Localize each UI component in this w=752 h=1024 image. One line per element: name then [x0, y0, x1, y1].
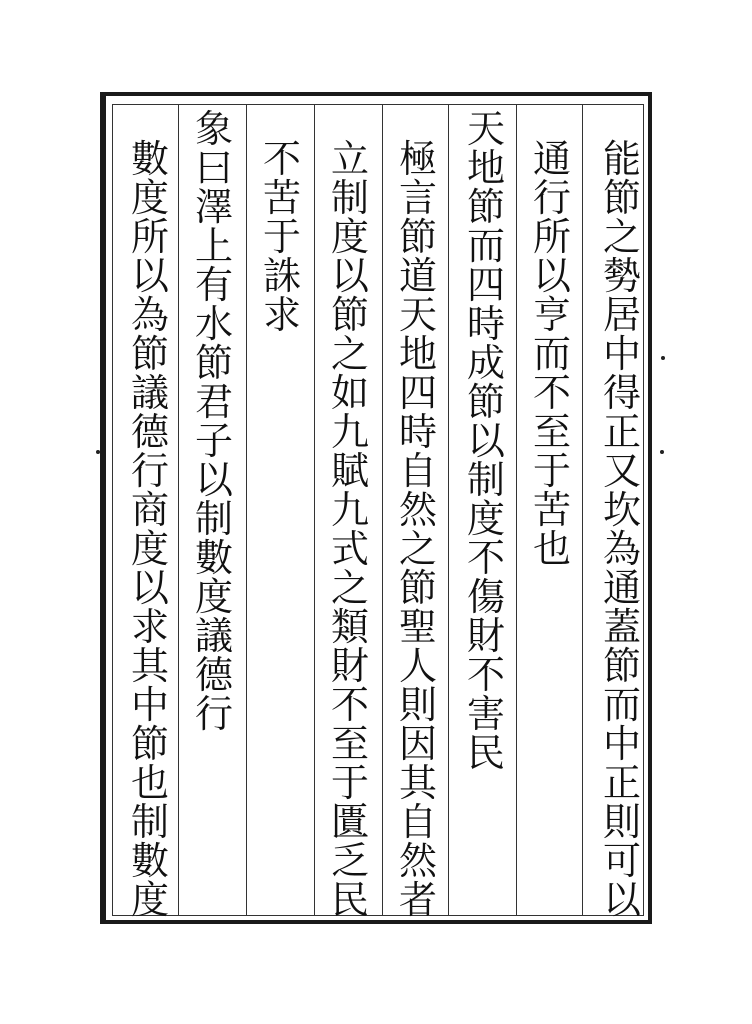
character: 民: [330, 878, 369, 922]
character: 不: [262, 137, 301, 181]
character: 又: [602, 449, 641, 493]
character: 至: [532, 410, 571, 454]
character: 節: [130, 722, 169, 766]
character: 時: [466, 302, 505, 346]
character: 自: [398, 800, 437, 844]
character: 不: [532, 371, 571, 415]
character: 財: [466, 614, 505, 658]
character: 中: [602, 722, 641, 766]
character: 則: [398, 683, 437, 727]
character: 以: [466, 419, 505, 463]
character: 水: [194, 302, 233, 346]
column-rule: [448, 104, 449, 916]
column-rule: [178, 104, 179, 916]
text-column: [188, 107, 240, 736]
character: 制: [466, 458, 505, 502]
character: 至: [330, 722, 369, 766]
margin-mark: [96, 450, 100, 454]
character: 也: [130, 761, 169, 805]
character: 中: [130, 683, 169, 727]
character: 行: [130, 449, 169, 493]
character: 商: [130, 488, 169, 532]
character: 苦: [532, 488, 571, 532]
character: 地: [466, 146, 505, 190]
character: 為: [602, 527, 641, 571]
character: 求: [262, 293, 301, 337]
character: 其: [398, 761, 437, 805]
character: 勢: [602, 254, 641, 298]
margin-mark: [661, 356, 665, 360]
character: 制: [194, 497, 233, 541]
character: 地: [398, 332, 437, 376]
character: 上: [194, 224, 233, 268]
character: 行: [194, 692, 233, 736]
character: 度: [330, 215, 369, 259]
character: 可: [602, 839, 641, 883]
character: 正: [602, 410, 641, 454]
character: 曰: [194, 146, 233, 190]
character: 道: [398, 254, 437, 298]
character: 害: [466, 692, 505, 736]
character: 德: [130, 410, 169, 454]
character: 不: [466, 536, 505, 580]
character: 中: [602, 332, 641, 376]
character: 坎: [602, 488, 641, 532]
character: 以: [602, 878, 641, 922]
character: 德: [194, 653, 233, 697]
character: 有: [194, 263, 233, 307]
column-rule: [382, 104, 383, 916]
character: 子: [194, 419, 233, 463]
character: 苦: [262, 176, 301, 220]
character: 數: [194, 536, 233, 580]
character: 立: [330, 137, 369, 181]
character: 澤: [194, 185, 233, 229]
character: 式: [330, 527, 369, 571]
character: 聖: [398, 605, 437, 649]
text-column: [324, 137, 376, 922]
character: 度: [130, 878, 169, 922]
character: 節: [466, 380, 505, 424]
character: 時: [398, 410, 437, 454]
character: 而: [532, 332, 571, 376]
margin-mark: [660, 450, 664, 454]
character: 節: [330, 293, 369, 337]
character: 所: [130, 215, 169, 259]
character: 言: [398, 176, 437, 220]
character: 之: [602, 215, 641, 259]
character: 天: [398, 293, 437, 337]
character: 能: [602, 137, 641, 181]
character: 節: [602, 176, 641, 220]
character: 天: [466, 107, 505, 151]
column-rule: [314, 104, 315, 916]
character: 議: [130, 371, 169, 415]
character: 四: [398, 371, 437, 415]
character: 也: [532, 527, 571, 571]
text-column: [256, 137, 308, 337]
character: 九: [330, 410, 369, 454]
character: 行: [532, 176, 571, 220]
character: 亨: [532, 293, 571, 337]
character: 極: [398, 137, 437, 181]
column-rule: [582, 104, 583, 916]
character: 民: [466, 731, 505, 775]
character: 節: [398, 215, 437, 259]
character: 所: [532, 215, 571, 259]
character: 財: [330, 644, 369, 688]
text-column: [596, 137, 648, 922]
character: 不: [330, 683, 369, 727]
character: 議: [194, 614, 233, 658]
character: 之: [330, 332, 369, 376]
character: 以: [532, 254, 571, 298]
character: 不: [466, 653, 505, 697]
text-column: [124, 137, 176, 922]
character: 其: [130, 644, 169, 688]
character: 度: [130, 527, 169, 571]
character: 以: [330, 254, 369, 298]
character: 節: [398, 566, 437, 610]
character: 得: [602, 371, 641, 415]
character: 數: [130, 137, 169, 181]
character: 為: [130, 293, 169, 337]
character: 通: [602, 566, 641, 610]
character: 于: [532, 449, 571, 493]
character: 而: [466, 224, 505, 268]
character: 者: [398, 878, 437, 922]
character: 然: [398, 488, 437, 532]
character: 九: [330, 488, 369, 532]
character: 正: [602, 761, 641, 805]
column-rule: [246, 104, 247, 916]
character: 因: [398, 722, 437, 766]
character: 以: [194, 458, 233, 502]
character: 求: [130, 605, 169, 649]
character: 則: [602, 800, 641, 844]
character: 類: [330, 605, 369, 649]
character: 度: [466, 497, 505, 541]
character: 節: [194, 341, 233, 385]
character: 節: [466, 185, 505, 229]
text-column: [526, 137, 578, 571]
character: 制: [130, 800, 169, 844]
character: 君: [194, 380, 233, 424]
character: 度: [194, 575, 233, 619]
character: 于: [330, 761, 369, 805]
character: 以: [130, 566, 169, 610]
character: 節: [130, 332, 169, 376]
text-column: [460, 107, 512, 775]
text-column: [392, 137, 444, 922]
character: 成: [466, 341, 505, 385]
character: 節: [602, 644, 641, 688]
character: 自: [398, 449, 437, 493]
character: 之: [330, 566, 369, 610]
character: 通: [532, 137, 571, 181]
character: 人: [398, 644, 437, 688]
character: 傷: [466, 575, 505, 619]
column-rule: [516, 104, 517, 916]
character: 匱: [330, 800, 369, 844]
character: 以: [130, 254, 169, 298]
character: 如: [330, 371, 369, 415]
character: 蓋: [602, 605, 641, 649]
character: 之: [398, 527, 437, 571]
character: 數: [130, 839, 169, 883]
character: 四: [466, 263, 505, 307]
character: 制: [330, 176, 369, 220]
character: 居: [602, 293, 641, 337]
character: 度: [130, 176, 169, 220]
character: 然: [398, 839, 437, 883]
character: 而: [602, 683, 641, 727]
character: 誅: [262, 254, 301, 298]
character: 象: [194, 107, 233, 151]
character: 于: [262, 215, 301, 259]
character: 乏: [330, 839, 369, 883]
character: 賦: [330, 449, 369, 493]
